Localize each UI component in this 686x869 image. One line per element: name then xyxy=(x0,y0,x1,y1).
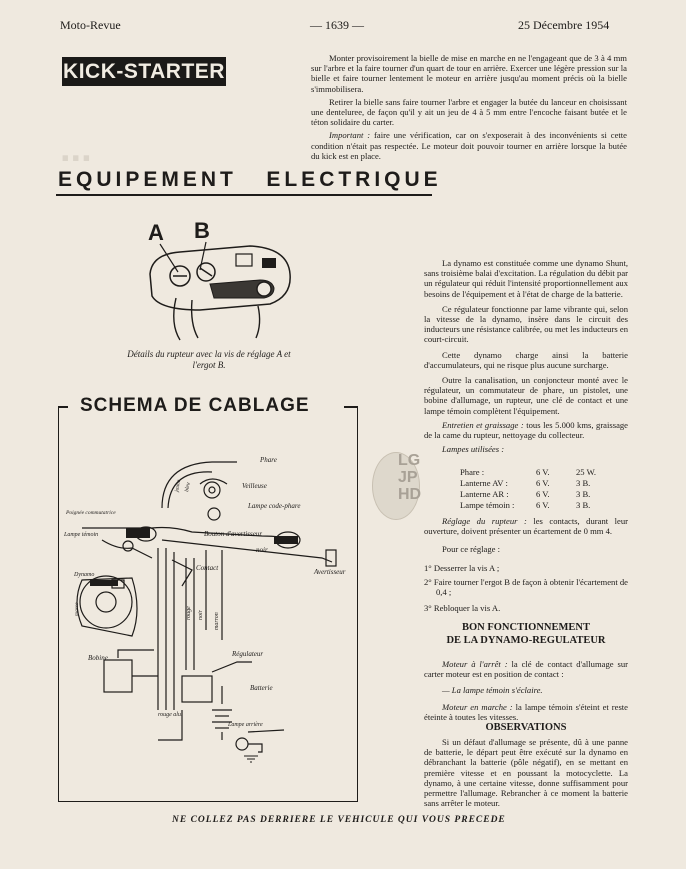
label-lampe-arriere: Lampe arrière xyxy=(228,722,263,728)
label-contact: Contact xyxy=(196,564,219,572)
watermark-line-2: JP xyxy=(398,469,418,486)
equipement-title: EQUIPEMENT ELECTRIQUE xyxy=(58,168,442,191)
lamp-power: 3 B. xyxy=(576,478,591,488)
label-bleu: bleu xyxy=(184,481,192,493)
kick-important-text: faire une vérification, car on s'exposerait à des inconvénients si cette condition n'était pas respectée. Le moteur doit pouvoir tourner en arrière lorsque la butée du kick est en place. xyxy=(311,130,627,161)
lamp-voltage: 6 V. xyxy=(536,500,550,510)
arret-lead: Moteur à l'arrêt : xyxy=(442,659,508,669)
marche-paragraph xyxy=(424,702,628,722)
label-rouge-vertical: rouge xyxy=(186,606,192,620)
temoin-eclaire: — La lampe témoin s'éclaire. xyxy=(442,685,543,696)
schema-title: SCHEMA DE CABLAGE xyxy=(72,395,318,417)
label-masse: masse xyxy=(74,602,80,616)
label-regulateur: Régulateur xyxy=(232,650,264,658)
kick-paragraph-1: Monter provisoirement la bielle de mise en marche en ne l'engageant que de 3 à 4 mm sur l'arbre et la faire tourner d'un quart de tour en arrière. Exercer une légère pression sur la bielle et faire tourner lentement le moteur en arrière jusqu'au moment précis où la bielle s'immobilisera. xyxy=(311,53,627,94)
observations-paragraph: Si un défaut d'allumage se présente, dû à une panne de batterie, le départ peut être exécuté sur la dynamo en débranchant la batterie (pôle négatif), en se mettant en première vitesse et en poussant la motocyclette. La dynamo, à une certaine vitesse, donne suffisamment pour permettre l'allumage. Rebrancher à ce moment la batterie sans arrêter le moteur. xyxy=(424,737,628,809)
lamp-name: Lanterne AV : xyxy=(460,478,508,488)
label-phare: Phare xyxy=(260,456,277,464)
bleed-through-text: ... xyxy=(60,128,92,170)
label-noir-vertical: noir xyxy=(198,609,204,620)
entretien-paragraph xyxy=(424,420,628,440)
right-column-text-2 xyxy=(424,516,628,613)
journal-name: Moto-Revue xyxy=(60,18,121,32)
kick-paragraph-3 xyxy=(311,130,627,161)
label-b: B xyxy=(194,218,210,243)
watermark-line-3: HD xyxy=(398,486,422,503)
lamp-name: Lampe témoin : xyxy=(460,500,515,510)
label-marron: marron xyxy=(214,612,220,630)
step-2: 2° Faire tourner l'ergot B de façon à obtenir l'écartement de 0,4 ; xyxy=(424,576,628,598)
kick-important-lead: Important : xyxy=(329,130,371,141)
entretien-text: tous les 5.000 kms, graissage de la came du rupteur, nettoyage du collecteur. xyxy=(424,419,628,441)
kick-paragraph-2: Retirer la bielle sans faire tourner l'arbre et engager la butée du lanceur en choisissant une denteluree, de façon qu'il y ait un jeu de 4 à 5 mm entre l'encoche faisant butée et le téton solidaire du carter. xyxy=(311,96,627,128)
label-a: A xyxy=(148,220,164,245)
label-noir-top: noir xyxy=(256,546,268,554)
label-jaune: jaune xyxy=(174,479,183,493)
regulateur-paragraph: Ce régulateur fonctionne par lame vibrante qui, selon la vitesse de la dynamo, insère dans le circuit des inducteurs une résistance calibrée, ou met les inducteurs en court-circuit. xyxy=(424,303,628,345)
schema-frame-top-left xyxy=(58,406,68,408)
label-veilleuse: Veilleuse xyxy=(242,482,267,490)
label-bobine: Bobine xyxy=(88,654,108,662)
lamp-row xyxy=(460,478,630,489)
pour-ce-reglage: Pour ce réglage : xyxy=(442,544,500,555)
lamp-name: Lanterne AR : xyxy=(460,489,509,499)
label-rouge-alu: rouge alu. xyxy=(158,712,183,718)
wiring-diagram xyxy=(62,440,352,792)
schema-frame-top-right xyxy=(344,406,357,408)
page-number: — 1639 — xyxy=(310,18,364,32)
dynamo-paragraph: La dynamo est constituée comme une dynamo Shunt, sans troisième balai d'excitation. La régulation du débit par un régulateur qui réduit l'intensité proportionnellement aux besoins de l'équipement et à l'état de charge de la batterie. xyxy=(424,258,628,299)
arret-paragraph xyxy=(424,659,628,679)
observations-heading: OBSERVATIONS xyxy=(485,722,567,733)
right-column-text-3 xyxy=(424,659,628,722)
label-bouton-avertisseur: Bouton d'avertisseur xyxy=(204,530,263,538)
charge-paragraph: Cette dynamo charge ainsi la batterie d'accumulateurs, qui ne risque plus aucune surcharge. xyxy=(424,349,628,370)
kick-starter-title: KICK-STARTER xyxy=(62,57,226,86)
lamp-voltage: 6 V. xyxy=(536,478,550,488)
marche-lead: Moteur en marche : xyxy=(442,701,513,712)
right-column-text-1 xyxy=(424,258,628,454)
right-column-text-4 xyxy=(424,737,628,808)
lampes-table xyxy=(460,467,630,511)
watermark-line-1: LG xyxy=(398,452,421,469)
equipement-underline xyxy=(56,194,432,196)
entretien-lead: Entretien et graissage : xyxy=(442,419,524,430)
step-1: 1° Desserrer la vis A ; xyxy=(424,562,500,573)
lamp-power: 25 W. xyxy=(576,467,597,477)
equipment-list-paragraph: Outre la canalisation, un conjoncteur monté avec le régulateur, un commutateur de phare, un pistolet, une bobine d'allumage, un rupteur, une clé de contact et une lampe témoin complètent l'équipement. xyxy=(424,375,628,416)
watermark-text xyxy=(398,452,421,503)
kick-starter-text xyxy=(311,53,627,161)
label-avertisseur: Avertisseur xyxy=(314,568,346,576)
lamp-voltage: 6 V. xyxy=(536,489,550,499)
label-lampe-temoin: Lampe témoin xyxy=(64,532,99,538)
rupteur-caption: Détails du rupteur avec la vis de réglage A et l'ergot B. xyxy=(127,349,291,370)
label-batterie: Batterie xyxy=(250,684,273,692)
lamp-row xyxy=(460,500,630,511)
reglage-lead: Réglage du rupteur : xyxy=(442,516,527,526)
arret-text: la clé de contact d'allumage sur carter moteur est en position de contact : xyxy=(424,659,628,680)
lamp-row xyxy=(460,489,630,500)
bon-heading-line-1: BON FONCTIONNEMENT xyxy=(461,622,591,633)
bon-heading-line-2: DE LA DYNAMO-REGULATEUR xyxy=(446,635,606,646)
step-3: 3° Rebloquer la vis A. xyxy=(424,603,501,614)
label-poignee: Poignée commutatrice xyxy=(66,510,116,516)
issue-date: 25 Décembre 1954 xyxy=(518,18,610,32)
footer-slogan: NE COLLEZ PAS DERRIERE LE VEHICULE QUI VOUS PRECEDE xyxy=(172,815,506,825)
bon-fonctionnement-heading xyxy=(424,621,628,647)
lamp-power: 3 B. xyxy=(576,500,591,510)
reglage-paragraph xyxy=(424,516,628,536)
lamp-power: 3 B. xyxy=(576,489,591,499)
reglage-text: les contacts, durant leur ouverture, doivent présenter un écartement de 0 mm 4. xyxy=(424,516,628,537)
lamp-name: Phare : xyxy=(460,467,485,477)
label-dynamo: Dynamo xyxy=(74,572,95,578)
rupteur-drawing xyxy=(140,214,300,344)
label-lampe-code-phare: Lampe code-phare xyxy=(248,502,301,510)
lamp-row xyxy=(460,467,630,478)
marche-text: la lampe témoin s'éteint et reste éteinte à toutes les vitesses. xyxy=(424,701,628,722)
lamp-voltage: 6 V. xyxy=(536,467,550,477)
lampes-title: Lampes utilisées : xyxy=(442,444,505,455)
